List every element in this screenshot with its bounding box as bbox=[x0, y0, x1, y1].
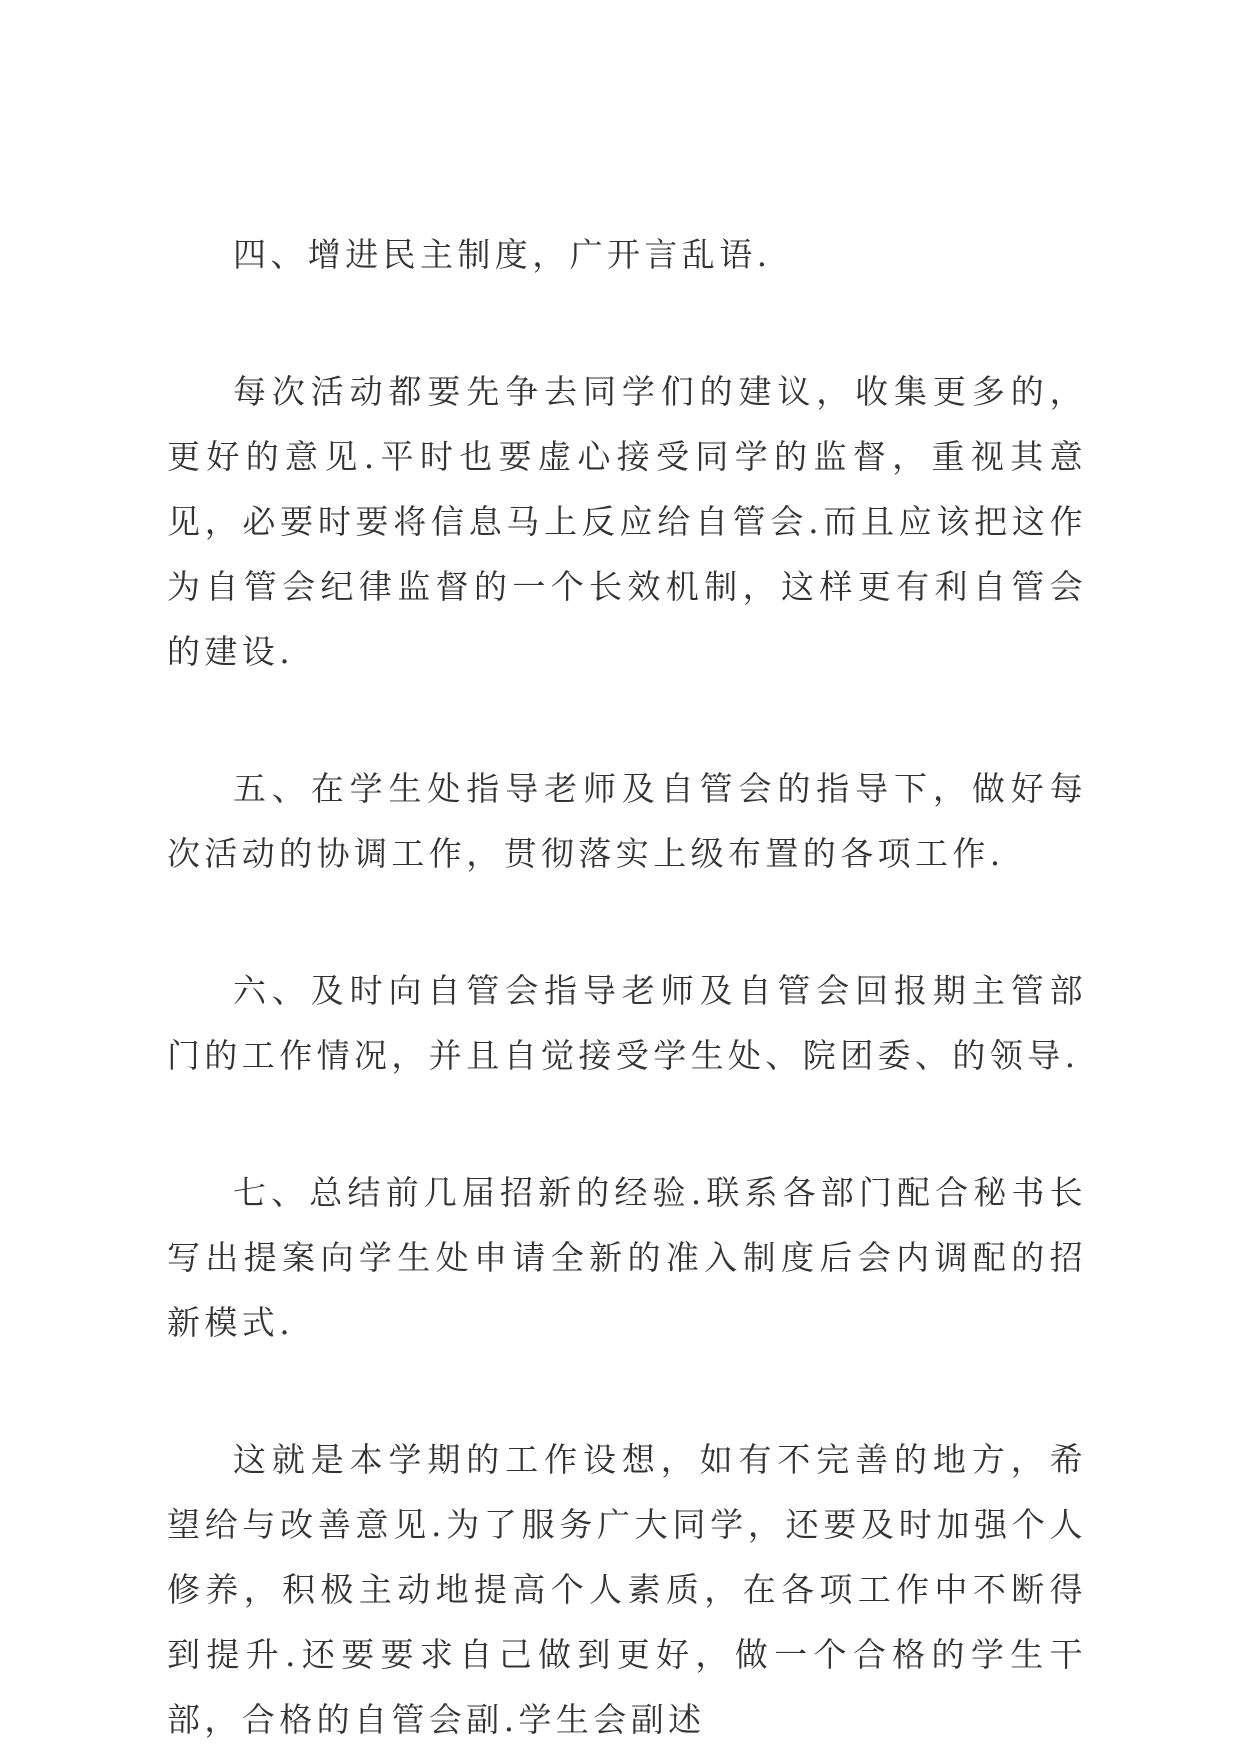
paragraph-item-6: 六、及时向自管会指导老师及自管会回报期主管部门的工作情况，并且自觉接受学生处、院团委、的领导. bbox=[167, 971, 1087, 1075]
paragraph-summary: 这就是本学期的工作设想，如有不完善的地方，希望给与改善意见.为了服务广大同学，还要及时加强个人修养，积极主动地提高个人素质，在各项工作中不断得到提升.还要要求自己做到更好，做一个合格的学生干部，合格的自管会副.学生会副述 bbox=[167, 1440, 1087, 1739]
paragraph-item-4: 四、增进民主制度，广开言乱语. bbox=[233, 235, 772, 274]
paragraph-item-5: 五、在学生处指导老师及自管会的指导下，做好每次活动的协调工作，贯彻落实上级布置的各项工作. bbox=[167, 769, 1087, 873]
paragraph-item-7: 七、总结前几届招新的经验.联系各部门配合秘书长写出提案向学生处申请全新的准入制度后会内调配的招新模式. bbox=[167, 1173, 1087, 1342]
paragraph-collect-opinions: 每次活动都要先争去同学们的建议，收集更多的，更好的意见.平时也要虚心接受同学的监督，重视其意见，必要时要将信息马上反应给自管会.而且应该把这作为自管会纪律监督的一个长效机制，这样更有利自管会的建设. bbox=[167, 372, 1087, 671]
document-body bbox=[167, 222, 1087, 1752]
